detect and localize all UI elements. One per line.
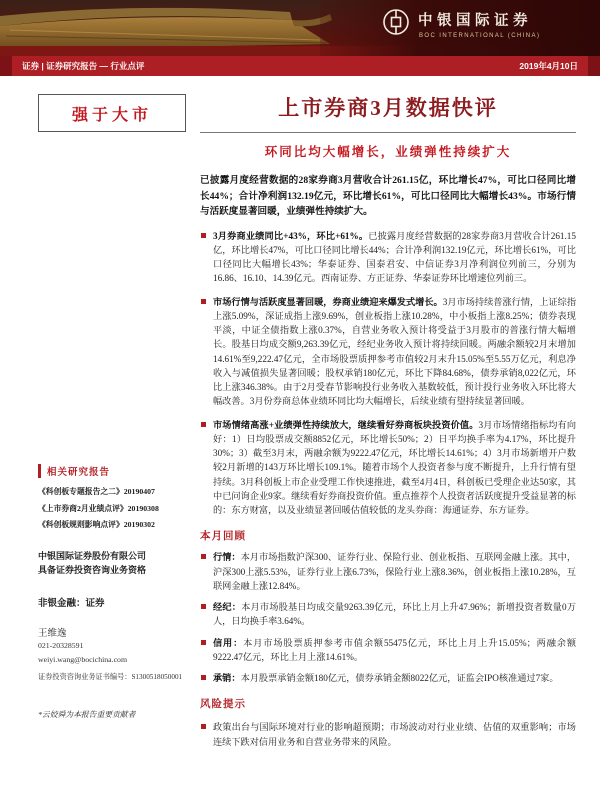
review-lead: 行情： bbox=[213, 552, 241, 563]
review-text: 本月市场指数沪深300、证券行业、保险行业、创业板指、互联网金融上涨。其中，沪深300上涨5.53%，证券行业上涨6.73%，保险行业上涨8.36%，创业板指上涨10.28%，互联网金融上涨12.84%。 bbox=[213, 552, 577, 591]
related-reports-heading: 相关研究报告 bbox=[38, 464, 186, 478]
bullet-text: 已披露月度经营数据的28家券商3月营收合计261.15亿，环比增长47%，可比口径同比增长44%；合计净利润132.19亿元，环比增长61%，可比口径同比大幅增长43%；华泰证券、国泰君安、中信证券3月净利润位列前三，分别为16.86、16.10、14.39亿元。西南证券、方正证券、华泰证券环比增速位列前三。 bbox=[213, 230, 576, 284]
review-text: 本月市场股票质押参考市值余额55475亿元，环比上月上升15.05%；两融余额9222.47亿元，环比上月上涨14.61%。 bbox=[213, 637, 577, 662]
report-category: 证券 | 证券研究报告 — 行业点评 bbox=[22, 61, 145, 71]
license-number: 证券投资咨询业务证书编号：S1300518050001 bbox=[38, 673, 183, 682]
company-qualification: 具备证券投资咨询业务资格 bbox=[38, 564, 147, 575]
company-block bbox=[38, 549, 186, 578]
header-banner bbox=[0, 0, 600, 56]
bullet-square-icon bbox=[201, 299, 206, 304]
sidebar bbox=[38, 464, 186, 720]
review-item bbox=[200, 600, 576, 629]
analyst-phone: 021-20328591 bbox=[38, 641, 84, 651]
bullet-square-icon bbox=[201, 675, 206, 680]
bullet-item bbox=[200, 229, 576, 286]
analyst-email-link[interactable]: weiyi.wang@bocichina.com bbox=[38, 655, 128, 665]
svg-text:中银国际证券: 中银国际证券 bbox=[418, 13, 532, 29]
bullet-square-icon bbox=[201, 640, 206, 645]
related-report-link[interactable]: 《科创板专题报告之二》20190407 bbox=[38, 487, 155, 496]
bullet-item bbox=[200, 295, 576, 409]
review-lead: 承销： bbox=[213, 673, 241, 684]
monthly-review-heading: 本月回顾 bbox=[200, 531, 246, 543]
review-text: 本月市场股基日均成交量9263.39亿元，环比上月上升47.96%；新增投资者数量0万人，日均换手率3.64%。 bbox=[213, 602, 577, 627]
left-column bbox=[38, 88, 186, 749]
bullet-text: 3月市场持续普涨行情，上证综指上涨5.09%，深证成指上涨9.69%，创业板指上涨10.28%，中小板指上涨8.25%；债券表现平淡，中证全债指数上涨0.37%，自营业务收入预计将受益于3月股市的普涨行情大幅增长。股基日均成交额9,263.39亿元，经纪业务收入预计将持续回暖。两融余额较2月末增加14.61%至9,222.47亿元，全市场股票质押参考市值较2月末升15.05%至5.55万亿元，利息净收入与减值损失显著回暖；股权承销180亿元，环比下降84.68%，债券承销8,022亿元，环比上涨346.38%。由于2月受春节影响投行业务收入基数较低，预计投行业务收入环比将大幅改善。3月份券商总体业绩环同比均大幅增长，后续业绩有望持续显著回暖。 bbox=[213, 296, 577, 407]
risk-text: 政策出台与国际环境对行业的影响超预期；市场波动对行业业绩、估值的双重影响；市场连续下跌对信用业务和自营业务带来的风险。 bbox=[213, 722, 576, 747]
report-meta-bar bbox=[0, 56, 600, 76]
review-item bbox=[200, 636, 576, 665]
title-block bbox=[200, 88, 576, 160]
page-title: 上市券商3月数据快评 bbox=[200, 88, 576, 133]
review-item bbox=[200, 550, 576, 593]
review-item bbox=[200, 671, 576, 685]
review-lead: 信用： bbox=[213, 637, 244, 648]
palace-roof-image bbox=[0, 0, 600, 56]
risk-heading: 风险提示 bbox=[200, 699, 246, 711]
bullet-lead: 3月券商业绩同比+43%，环比+61%。 bbox=[213, 230, 369, 241]
review-text: 本月股票承销金额180亿元，债券承销金额8022亿元，证监会IPO核准通过7家。 bbox=[240, 673, 559, 684]
bullet-lead: 市场情绪高涨+业绩弹性持续放大，继续看好券商板块投资价值。 bbox=[213, 419, 479, 430]
bullet-square-icon bbox=[201, 422, 206, 427]
monthly-review bbox=[200, 550, 576, 685]
related-report-link[interactable]: 《上市券商2月业绩点评》20190308 bbox=[38, 503, 159, 513]
report-body bbox=[200, 173, 576, 749]
bullet-text: 3月市场情绪指标均有向好：1）日均股票成交额8852亿元，环比增长50%；2）日平均换手率为4.17%，环比提升30%；3）截至3月末，两融余额为9222.47亿元，环比增长14.61%；4）3月市场新增开户数较2月新增的143万环比增长109.1%。随着市场个人投资者参与度不断提升，上升行情有望持续。3月科创板上市企业受理工作快速推进，截至4月4日，科创板已受理企业达50家，其中已问询企业9家。继续看好券商投资价值。重点推荐个人投资者活跃度提升受益显著的标的：东方财富，以及业绩显著回暖估值较低的龙头券商：海通证券、东方证券。 bbox=[213, 419, 577, 516]
summary-paragraph: 已披露月度经营数据的28家券商3月营收合计261.15亿，环比增长47%，可比口径同比增长44%；合计净利润132.19亿元，环比增长61%，可比口径同比大幅增长43%。市场行情与活跃度显著回暖，业绩弹性持续扩大。 bbox=[200, 175, 576, 218]
bullet-square-icon bbox=[201, 233, 206, 238]
bullet-item bbox=[200, 418, 576, 518]
bullet-square-icon bbox=[201, 604, 206, 609]
rating-badge: 强于大市 bbox=[38, 94, 186, 132]
sector-label: 非银金融：证券 bbox=[38, 599, 105, 610]
risk-item bbox=[200, 720, 576, 749]
content bbox=[0, 76, 600, 749]
bullet-lead: 市场行情与活跃度显著回暖，券商业绩迎来爆发式增长。 bbox=[213, 296, 443, 307]
page-subtitle: 环同比均大幅增长，业绩弹性持续扩大 bbox=[264, 145, 512, 159]
main-column bbox=[200, 88, 576, 749]
analyst-name: 王维逸 bbox=[38, 629, 67, 640]
company-name: 中银国际证券股份有限公司 bbox=[38, 550, 147, 561]
review-lead: 经纪： bbox=[213, 602, 242, 613]
related-report-link[interactable]: 《科创板规则影响点评》20190302 bbox=[38, 520, 155, 530]
bullet-square-icon bbox=[201, 724, 206, 729]
svg-text:BOC INTERNATIONAL (CHINA): BOC INTERNATIONAL (CHINA) bbox=[419, 33, 541, 39]
bullet-square-icon bbox=[201, 554, 206, 559]
report-date: 2019年4月10日 bbox=[519, 61, 578, 71]
contributor-footnote: *云姣舜为本报告重要贡献者 bbox=[38, 710, 136, 720]
